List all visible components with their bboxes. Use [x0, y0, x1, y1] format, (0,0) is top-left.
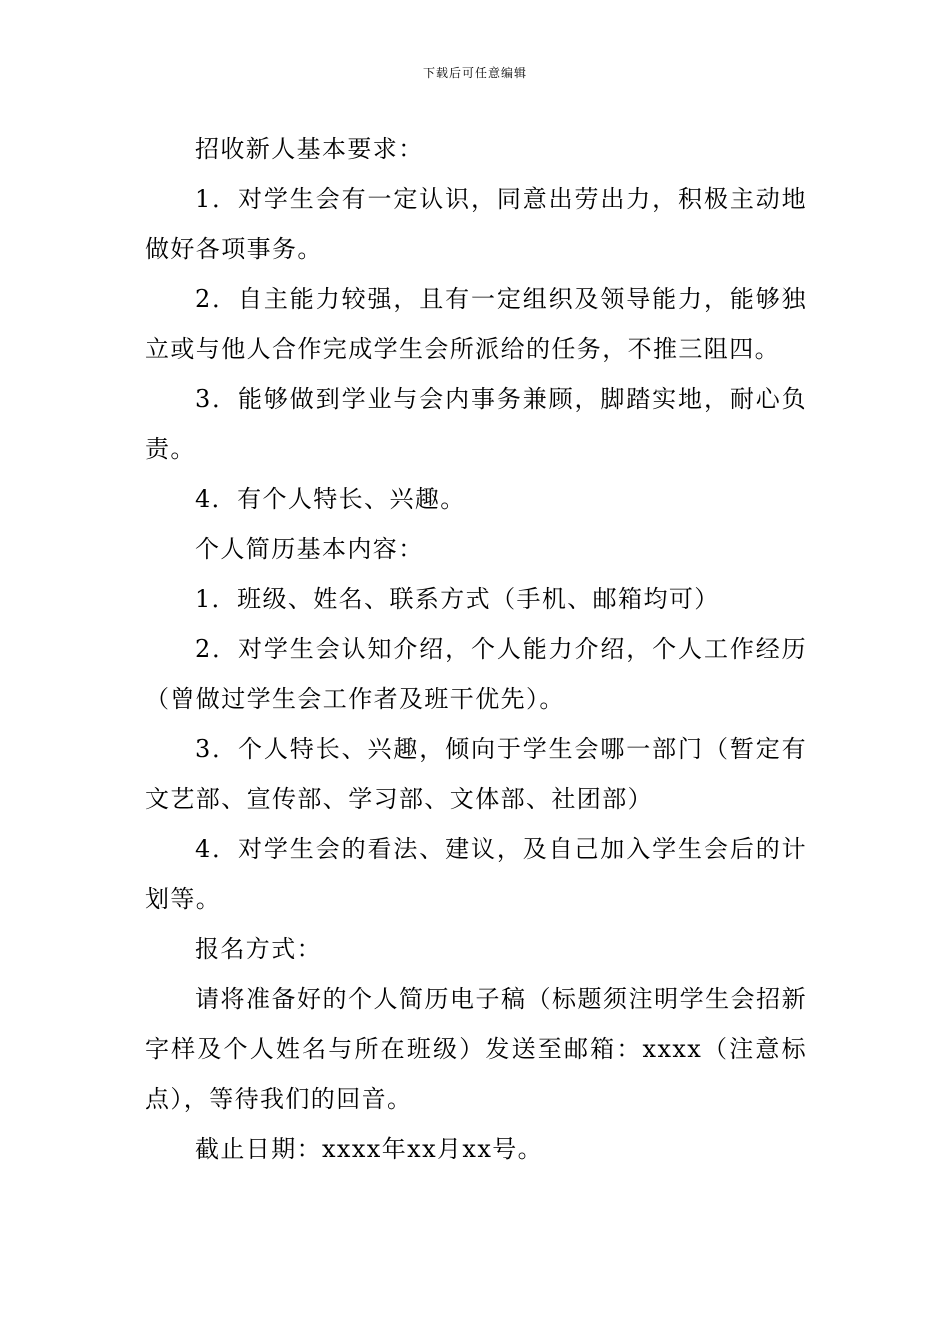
paragraph-resume-1: 1．班级、姓名、联系方式（手机、邮箱均可） [195, 585, 720, 613]
paragraph-requirement-3: 3．能够做到学业与会内事务兼顾，脚踏实地，耐心负责。 [145, 385, 807, 463]
paragraph-requirement-1: 1．对学生会有一定认识，同意出劳出力，积极主动地做好各项事务。 [145, 185, 807, 263]
paragraph-requirements-heading: 招收新人基本要求： [195, 135, 424, 163]
paragraph-resume-heading: 个人简历基本内容： [195, 535, 424, 563]
paragraph-signup-instructions: 请将准备好的个人简历电子稿（标题须注明学生会招新字样及个人姓名与所在班级）发送至邮箱：xxxx（注意标点），等待我们的回音。 [145, 985, 807, 1113]
paragraph-signup-heading: 报名方式： [195, 935, 322, 963]
paragraph-resume-2: 2．对学生会认知介绍，个人能力介绍，个人工作经历（曾做过学生会工作者及班干优先）。 [145, 635, 807, 713]
paragraph-deadline: 截止日期：xxxx年xx月xx号。 [195, 1135, 544, 1163]
paragraph-resume-4: 4．对学生会的看法、建议，及自己加入学生会后的计划等。 [145, 835, 807, 913]
paragraph-resume-3: 3．个人特长、兴趣，倾向于学生会哪一部门（暂定有文艺部、宣传部、学习部、文体部、社团部） [145, 735, 807, 813]
paragraph-requirement-4: 4．有个人特长、兴趣。 [195, 485, 466, 513]
header-note: 下载后可任意编辑 [422, 66, 527, 80]
document-body [145, 124, 807, 1174]
paragraph-requirement-2: 2．自主能力较强，且有一定组织及领导能力，能够独立或与他人合作完成学生会所派给的任务，不推三阻四。 [145, 285, 807, 363]
